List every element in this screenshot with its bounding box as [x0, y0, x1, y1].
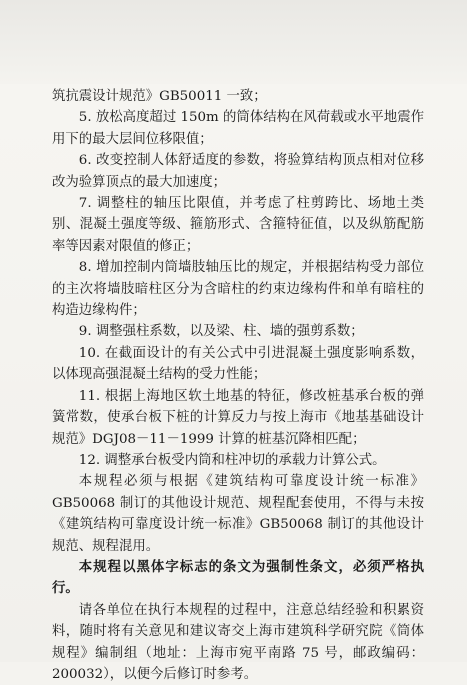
paragraph-continuation: 筑抗震设计规范》GB50011 一致； [52, 89, 267, 104]
paragraph-mandatory-note: 本规程以黑体字标志的条文为强制性条文，必须严格执行。 [52, 558, 424, 597]
paragraph-item-9: 9. 调整强柱系数，以及梁、柱、墙的强剪系数； [78, 324, 364, 340]
scan-shadow-top [0, 0, 467, 84]
paragraph-item-8: 8. 增加控制内筒墙肢轴压比的规定，并根据结构受力部位的主次将墙肢暗柱区分为含暗柱的约束边缘构件和单有暗柱的构造边缘构件； [52, 260, 424, 319]
paragraph-item-5: 5. 放松高度超过 150m 的筒体结构在风荷载或水平地震作用下的最大层间位移限值； [52, 110, 424, 147]
paragraph-item-6: 6. 改变控制人体舒适度的参数，将验算结构顶点相对位移改为验算顶点的最大加速度； [52, 153, 424, 190]
paragraph-item-10: 10. 在截面设计的有关公式中引进混凝土强度影响系数，以体现高强混凝土结构的受力性能； [52, 345, 424, 383]
paragraph-feedback-request: 请各单位在执行本规程的过程中，注意总结经验和积累资料，随时将有关意见和建议寄交上海市建筑科学研究院《筒体规程》编制组（地址：上海市宛平南路 75 号，邮政编码：200032），以便今后修订时参考。 [52, 602, 424, 682]
paragraph-item-7: 7. 调整柱的轴压比限值，并考虑了柱剪跨比、场地土类别、混凝土强度等级、箍筋形式、含箍特征值，以及纵筋配筋率等因素对限值的修正； [52, 196, 424, 254]
paragraph-item-12: 12. 调整承台板受内筒和柱冲切的承载力计算公式。 [78, 452, 386, 468]
document-body [52, 86, 424, 685]
paragraph-standard-note: 本规程必须与根据《建筑结构可靠度设计统一标准》GB50068 制订的其他设计规范、规程配套使用，不得与未按《建筑结构可靠度设计统一标准》GB50068 制订的其他设计规范、规程混用。 [52, 474, 424, 554]
paragraph-item-11: 11. 根据上海地区软土地基的特征，修改桩基承台板的弹簧常数，使承台板下桩的计算反力与按上海市《地基基础设计规范》DGJ08－11－1999 计算的桩基沉降相匹配； [52, 388, 424, 447]
